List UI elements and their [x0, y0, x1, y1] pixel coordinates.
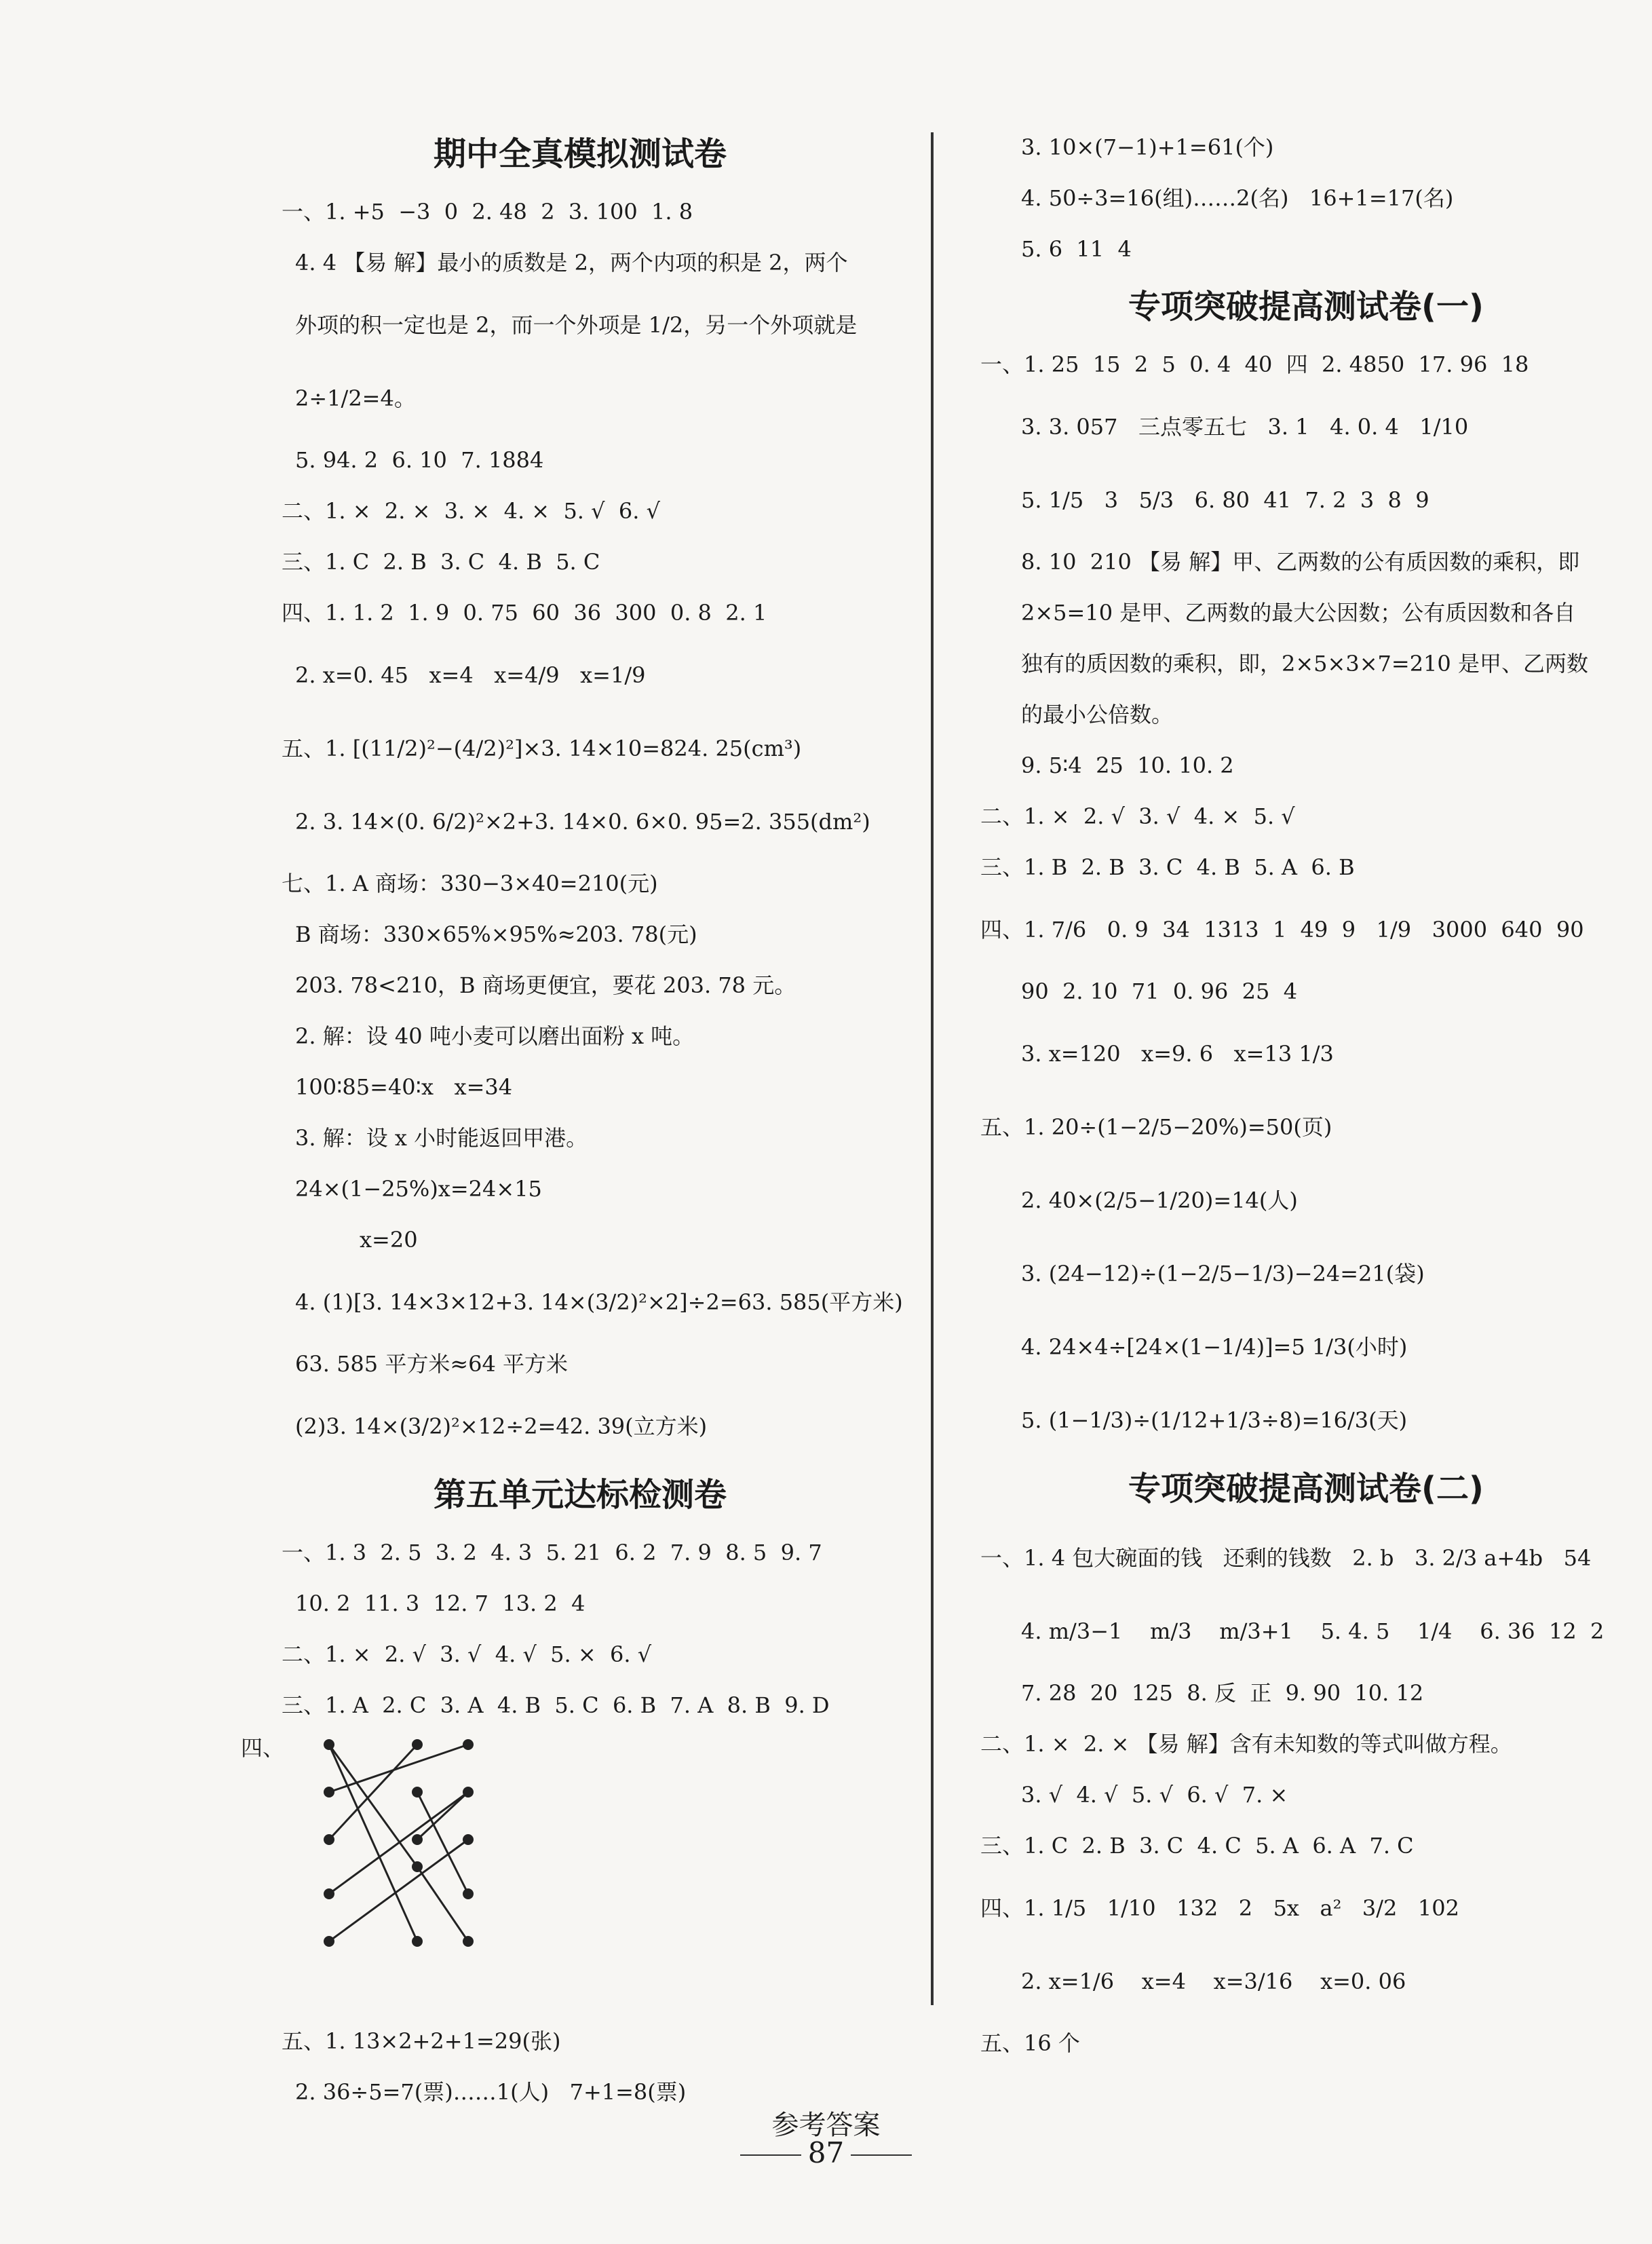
answer-line: 三、1. B 2. B 3. C 4. B 5. A 6. B — [980, 854, 1355, 880]
answer-line: 四、1. 1/5 1/10 132 2 5x a² 3/2 102 — [980, 1895, 1460, 1921]
answer-line: 二、1. × 2. √ 3. √ 4. × 5. √ — [980, 803, 1295, 829]
answer-line: 3. 解：设 x 小时能返回甲港。 — [295, 1125, 588, 1151]
answer-line: 五、1. 13×2+2+1=29(张) — [282, 2028, 561, 2054]
answer-line: 二、1. × 2. × 【易 解】含有未知数的等式叫做方程。 — [980, 1731, 1512, 1757]
answer-line: 4. 24×4÷[24×(1−1/4)]=5 1/3(小时) — [1021, 1334, 1408, 1360]
section-title-special-1: 专项突破提高测试卷(一) — [1128, 288, 1484, 326]
answer-line: 2. 3. 14×(0. 6/2)²×2+3. 14×0. 6×0. 95=2. 355(dm²) — [295, 809, 870, 835]
answer-line: 的最小公倍数。 — [1021, 702, 1174, 727]
answer-line: 3. √ 4. √ 5. √ 6. √ 7. × — [1021, 1782, 1288, 1808]
footer-rule-right — [851, 2154, 912, 2156]
answer-line: 一、1. 3 2. 5 3. 2 4. 3 5. 21 6. 2 7. 9 8. 5 9. 7 — [282, 1540, 822, 1565]
answer-line: 9. 5∶4 25 10. 10. 2 — [1021, 753, 1234, 778]
page-number: 87 — [807, 2136, 845, 2169]
answer-line: 63. 585 平方米≈64 平方米 — [295, 1351, 569, 1377]
answer-line: 10. 2 11. 3 12. 7 13. 2 4 — [295, 1591, 585, 1616]
answer-line: 七、1. A 商场：330−3×40=210(元) — [282, 871, 658, 896]
answer-line: 四、1. 1. 2 1. 9 0. 75 60 36 300 0. 8 2. 1 — [282, 600, 767, 626]
answer-line: 4. m/3−1 m/3 m/3+1 5. 4. 5 1/4 6. 36 12 2 — [1021, 1618, 1605, 1644]
section-title-special-2: 专项突破提高测试卷(二) — [1128, 1470, 1484, 1508]
section-title-midterm: 期中全真模拟测试卷 — [433, 135, 727, 173]
answer-line: 一、1. 4 包大碗面的钱 还剩的钱数 2. b 3. 2/3 a+4b 54 — [980, 1545, 1592, 1571]
right-column — [980, 122, 1632, 2069]
matching-lines-figure — [309, 1731, 512, 2016]
footer-label: 参考答案 — [771, 2110, 881, 2141]
answer-line: 一、1. 25 15 2 5 0. 4 40 四 2. 4850 17. 96 18 — [980, 351, 1529, 377]
answer-line: 24×(1−25%)x=24×15 — [295, 1176, 542, 1202]
answer-line: 8. 10 210 【易 解】甲、乙两数的公有质因数的乘积，即 — [1021, 549, 1580, 575]
answer-line: 一、1. +5 −3 0 2. 48 2 3. 100 1. 8 — [282, 199, 693, 225]
answer-line: 2. x=1/6 x=4 x=3/16 x=0. 06 — [1021, 1969, 1406, 1994]
answer-line: 三、1. C 2. B 3. C 4. B 5. C — [282, 549, 600, 575]
answer-line: 2. 36÷5=7(票)……1(人) 7+1=8(票) — [295, 2079, 687, 2105]
answer-line: 独有的质因数的乘积，即，2×5×3×7=210 是甲、乙两数 — [1021, 651, 1588, 677]
answer-line: 4. 50÷3=16(组)……2(名) 16+1=17(名) — [1021, 185, 1454, 211]
answer-line: 4. (1)[3. 14×3×12+3. 14×(3/2)²×2]÷2=63. 585(平方米) — [295, 1289, 903, 1315]
answer-line: 100∶85=40∶x x=34 — [295, 1074, 513, 1100]
left-column — [241, 122, 919, 2118]
answer-line: 5. 6 11 4 — [1021, 236, 1132, 262]
page-number-block — [0, 2136, 1652, 2169]
footer-rule-left — [740, 2154, 801, 2156]
answer-line: 五、1. [(11/2)²−(4/2)²]×3. 14×10=824. 25(cm³) — [282, 736, 802, 761]
answer-line: 5. 1/5 3 5/3 6. 80 41 7. 2 3 8 9 — [1021, 487, 1429, 513]
answer-line: 2. x=0. 45 x=4 x=4/9 x=1/9 — [295, 662, 646, 688]
answer-line: B 商场：330×65%×95%≈203. 78(元) — [295, 921, 697, 947]
answer-line: 五、1. 20÷(1−2/5−20%)=50(页) — [980, 1114, 1332, 1140]
answer-line: 2. 解：设 40 吨小麦可以磨出面粉 x 吨。 — [295, 1023, 695, 1049]
answer-line: 4. 4 【易 解】最小的质数是 2，两个内项的积是 2，两个 — [295, 250, 848, 275]
matching-diagram — [241, 1731, 919, 2016]
answer-line: 2÷1/2=4。 — [295, 385, 416, 411]
column-divider — [931, 132, 934, 2005]
answer-line: 3. x=120 x=9. 6 x=13 1/3 — [1021, 1041, 1334, 1067]
diagram-label: 四、 — [241, 1735, 285, 1761]
answer-line: 90 2. 10 71 0. 96 25 4 — [1021, 978, 1298, 1004]
answer-line: 2×5=10 是甲、乙两数的最大公因数；公有质因数和各自 — [1021, 600, 1576, 626]
answer-line: 3. 10×(7−1)+1=61(个) — [1021, 134, 1274, 160]
answer-line: x=20 — [360, 1227, 418, 1253]
answer-line: 3. 3. 057 三点零五七 3. 1 4. 0. 4 1/10 — [1021, 414, 1469, 440]
answer-line: 7. 28 20 125 8. 反 正 9. 90 10. 12 — [1021, 1680, 1424, 1706]
section-title-unit5: 第五单元达标检测卷 — [433, 1476, 727, 1514]
answer-line: (2)3. 14×(3/2)²×12÷2=42. 39(立方米) — [295, 1413, 708, 1439]
answer-line: 三、1. A 2. C 3. A 4. B 5. C 6. B 7. A 8. B 9. D — [282, 1692, 830, 1718]
answer-line: 二、1. × 2. √ 3. √ 4. √ 5. × 6. √ — [282, 1641, 652, 1667]
answer-line: 二、1. × 2. × 3. × 4. × 5. √ 6. √ — [282, 498, 660, 524]
answer-line: 2. 40×(2/5−1/20)=14(人) — [1021, 1187, 1298, 1213]
answer-line: 四、1. 7/6 0. 9 34 1313 1 49 9 1/9 3000 640 90 — [980, 917, 1584, 943]
answer-line: 5. (1−1/3)÷(1/12+1/3÷8)=16/3(天) — [1021, 1407, 1408, 1433]
answer-line: 203. 78<210，B 商场更便宜，要花 203. 78 元。 — [295, 972, 796, 998]
answer-line: 三、1. C 2. B 3. C 4. C 5. A 6. A 7. C — [980, 1833, 1414, 1859]
answer-line: 外项的积一定也是 2，而一个外项是 1/2，另一个外项就是 — [295, 312, 858, 338]
answer-line: 五、16 个 — [980, 2030, 1080, 2056]
answer-line: 3. (24−12)÷(1−2/5−1/3)−24=21(袋) — [1021, 1261, 1425, 1287]
answer-line: 5. 94. 2 6. 10 7. 1884 — [295, 447, 544, 473]
